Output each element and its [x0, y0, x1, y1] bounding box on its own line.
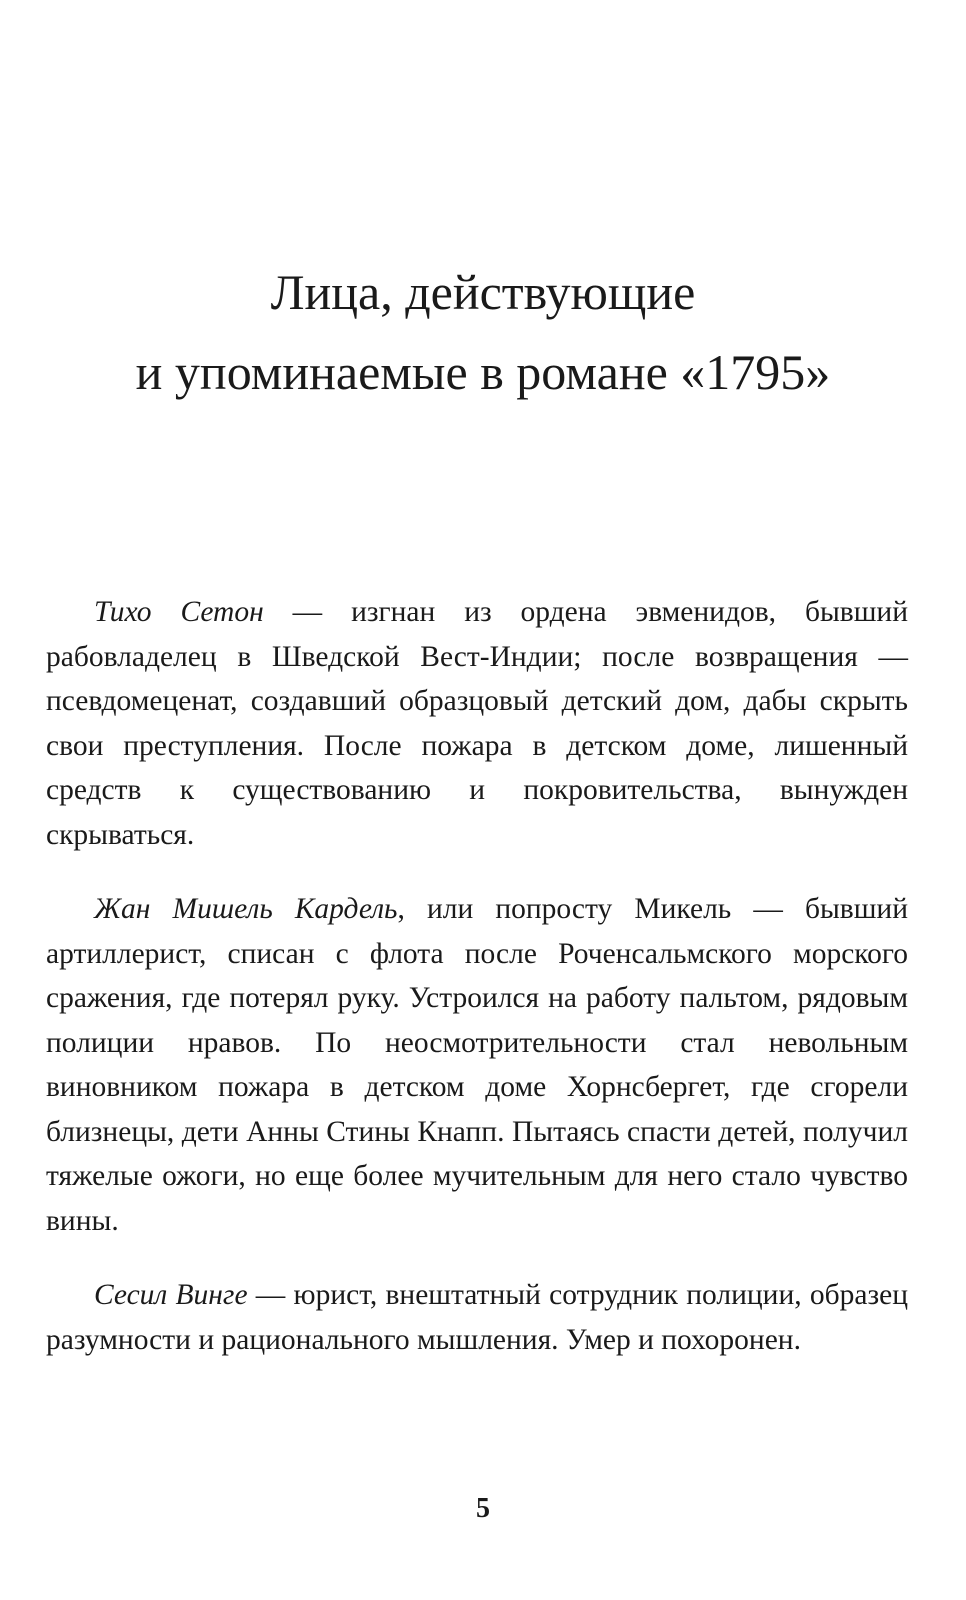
character-name: Тихо Сетон — [94, 596, 264, 628]
character-entry-seton — [46, 590, 908, 857]
character-name: Сесил Винге — [94, 1279, 248, 1311]
character-description: — изгнан из ордена эвменидов, бывший рабовладелец в Шведской Вест-Индии; после возвращения — псевдомеценат, создавший образцовый детский дом, дабы скрыть свои преступления. После пожара в детском доме, лишенный средств к существованию и покровительства, вынужден скрываться. — [46, 596, 908, 851]
title-line-2: и упоминаемые в романе «1795» — [135, 344, 831, 400]
character-description: , или попросту Микель — бывший артиллерист, списан с флота после Роченсальмского морского сражения, где потерял руку. Устроился на работу пальтом, рядовым полиции нравов. По неосмотрительности стал невольным виновником пожара в детском доме Хорнсбергет, где сгорели близнецы, дети Анны Стины Кнапп. Пытаясь спасти детей, получил тяжелые ожоги, но еще более мучительным для него стало чувство вины. — [46, 893, 908, 1237]
character-list — [46, 590, 908, 1362]
character-entry-cardell — [46, 887, 908, 1243]
title-line-1: Лица, действующие — [270, 264, 696, 320]
page-number: 5 — [476, 1493, 490, 1524]
character-entry-winge — [46, 1273, 908, 1362]
character-name: Жан Мишель Кардель — [94, 893, 398, 925]
page-title — [0, 252, 966, 412]
character-description: — юрист, внештатный сотрудник полиции, образец разумности и рационального мышления. Умер и похоронен. — [46, 1279, 908, 1356]
